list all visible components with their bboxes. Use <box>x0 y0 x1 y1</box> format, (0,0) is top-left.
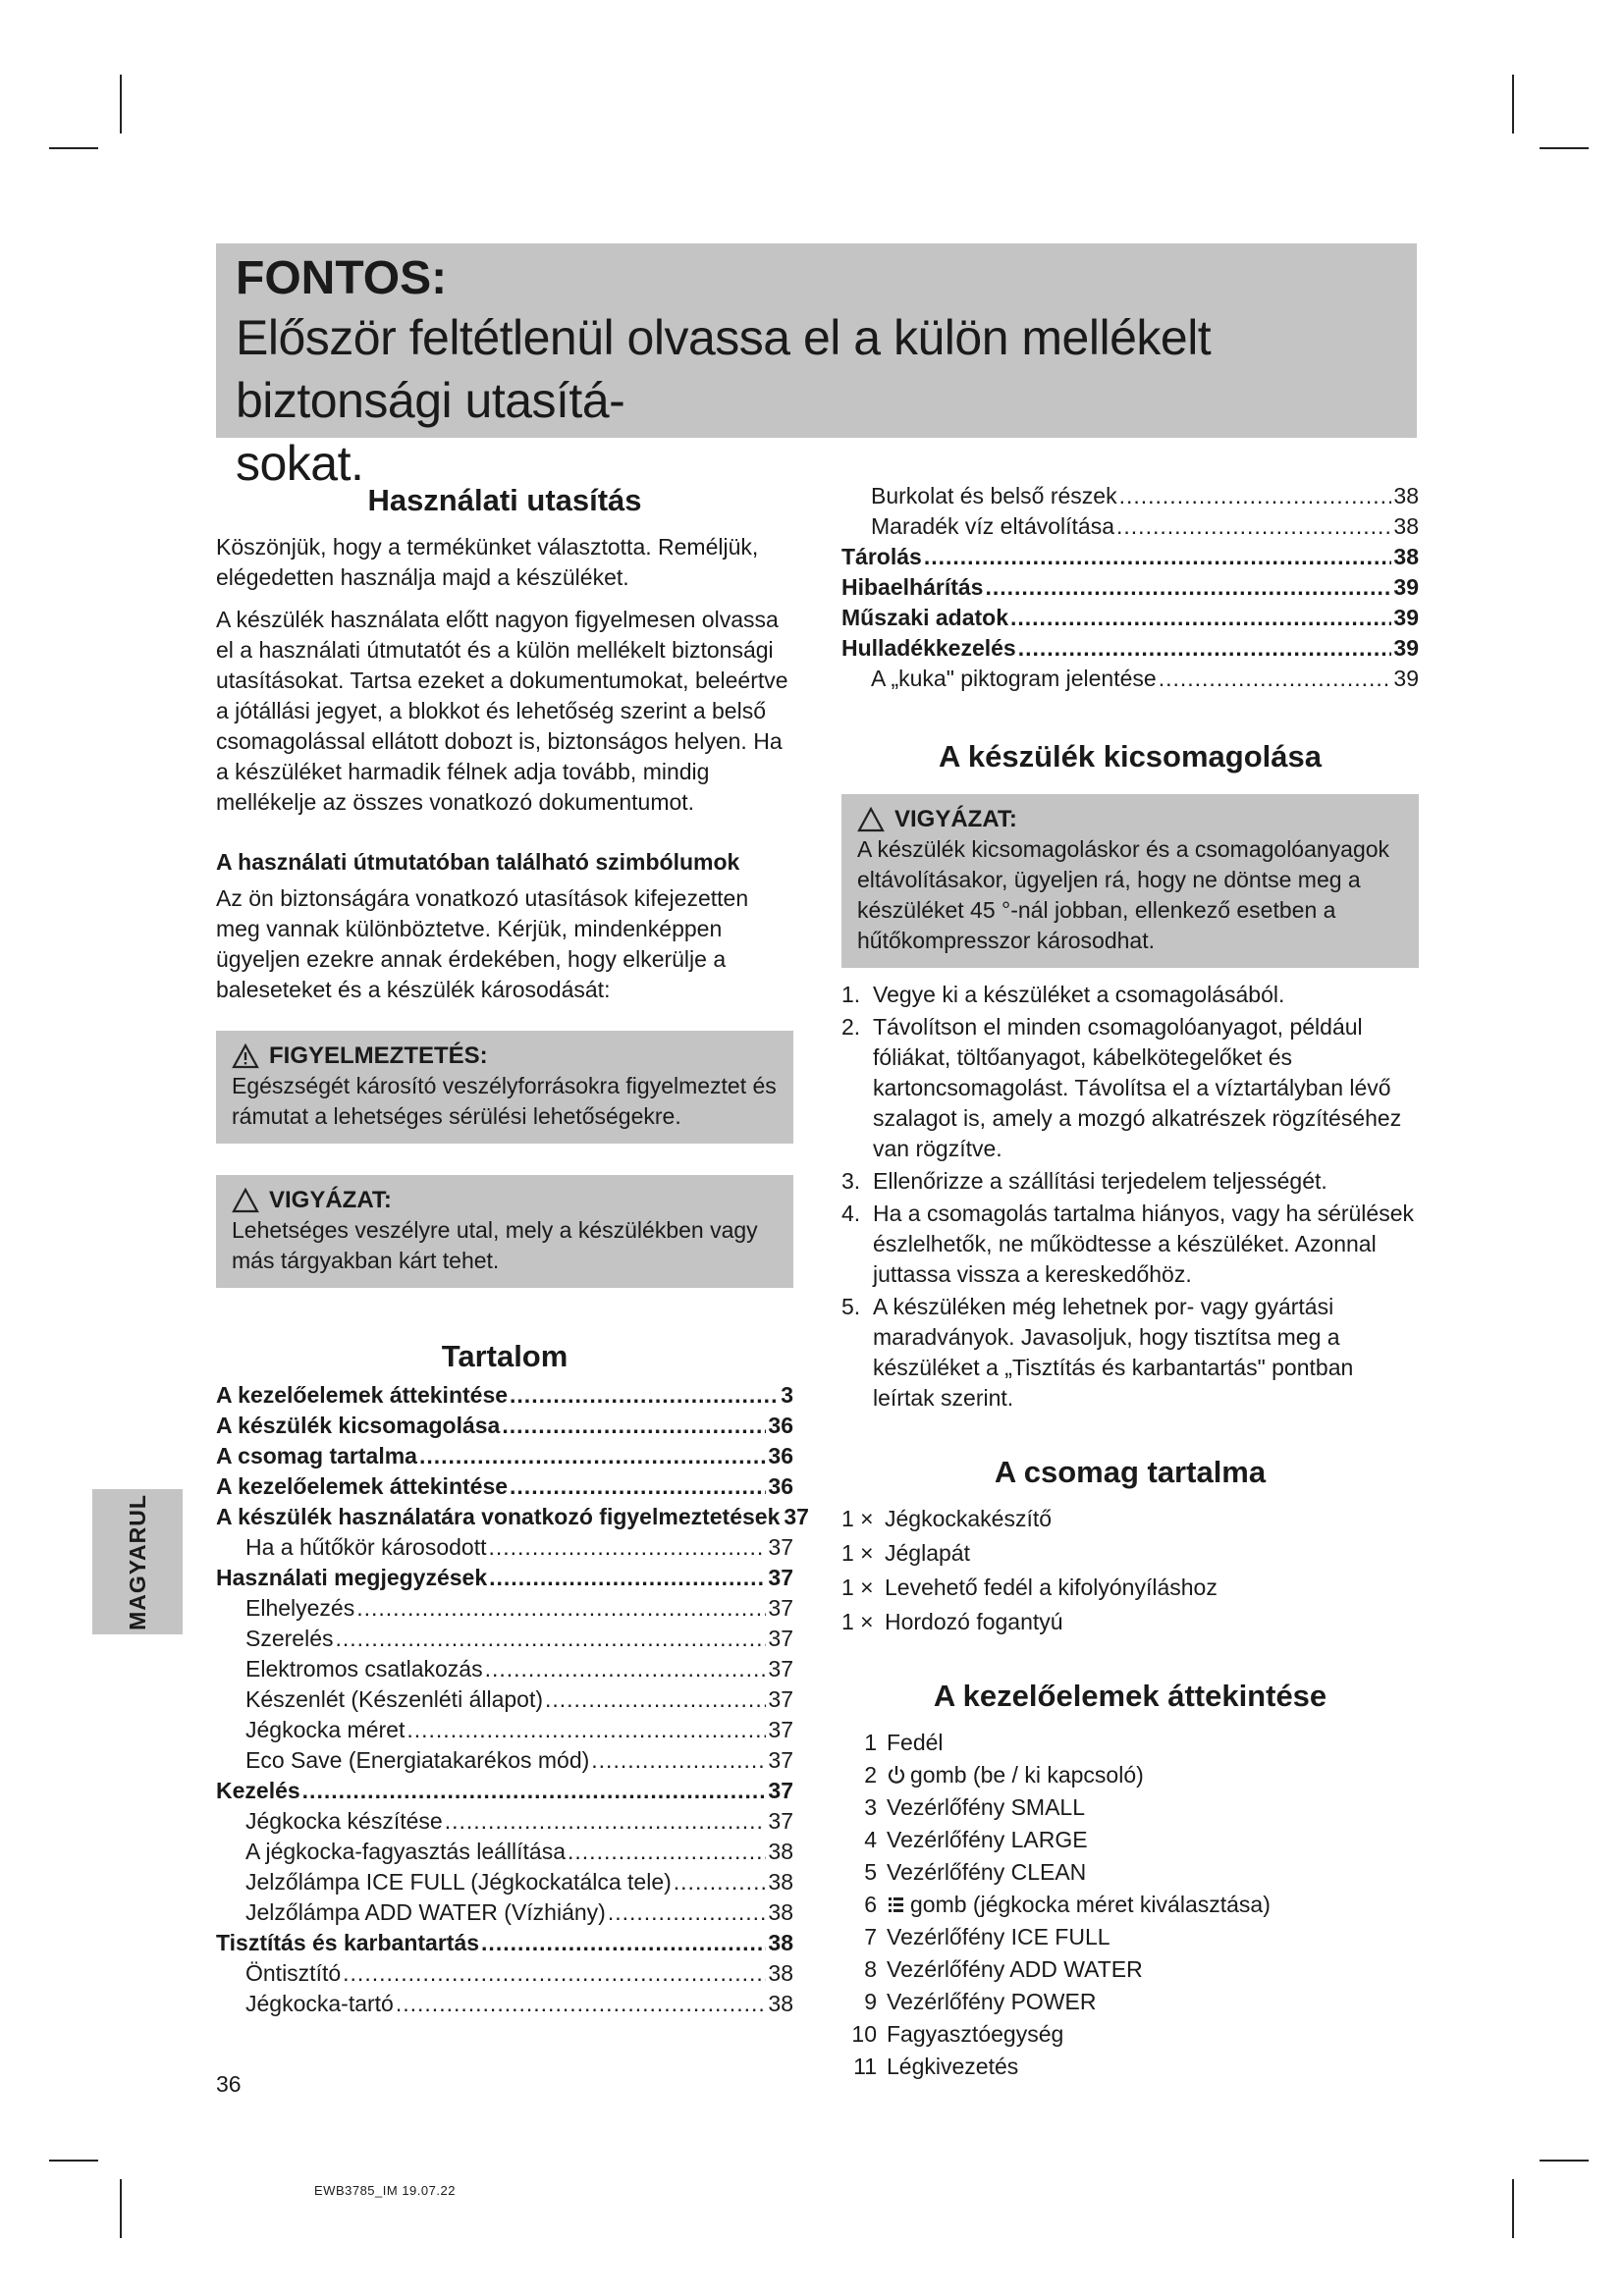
footer-code: EWB3785_IM 19.07.22 <box>314 2183 456 2198</box>
toc-entry[interactable]: Hulladékkezelés ..... 39 <box>841 633 1419 664</box>
toc-entry[interactable]: Elektromos csatlakozás ..... 37 <box>216 1654 793 1684</box>
toc-entry[interactable]: A csomag tartalma ..... 36 <box>216 1441 793 1471</box>
toc-entry[interactable]: Maradék víz eltávolítása ..... 38 <box>841 511 1419 542</box>
caution-triangle-icon <box>232 1188 259 1213</box>
controls-list <box>841 1728 1419 2082</box>
list-item: 7 Vezérlőfény ICE FULL <box>864 1924 1110 1949</box>
unpack-caution-title: VIGYÁZAT: <box>894 806 1017 832</box>
caution-title: VIGYÁZAT: <box>269 1187 392 1213</box>
banner-line-1: Először feltétlenül olvassa el a külön mellékelt biztonsági utasítá- <box>236 310 1212 428</box>
list-item: 4 Vezérlőfény LARGE <box>864 1827 1088 1852</box>
unpack-heading: A készülék kicsomagolása <box>939 739 1322 774</box>
controls-heading: A kezelőelemek áttekintése <box>933 1679 1327 1713</box>
ice-size-icon <box>887 1895 906 1916</box>
list-item: 1 × Hordozó fogantyú <box>841 1609 1063 1634</box>
reading-paragraph: A készülék használata előtt nagyon figyelmesen olvassa el a használati útmutatót és a külön mellékelt biztonsági utasításokat. Tartsa ezeket a dokumentumokat, beleértve a jótállási jegyet, a blokkot és lehetőség szerint a belső csomagolással ellátott dobozt is, biztonságos helyen. Ha a készüléket harmadik félnek adja tovább, mindig mellékelje az összes vonatkozó dokumentumot. <box>216 607 788 815</box>
toc-entry[interactable]: A jégkocka-fagyasztás leállítása ..... 38 <box>216 1837 793 1867</box>
crop-mark <box>120 2179 122 2238</box>
toc-entry[interactable]: A „kuka" piktogram jelentése ..... 39 <box>841 664 1419 694</box>
toc-entry[interactable]: Jelzőlámpa ADD WATER (Vízhiány) ..... 38 <box>216 1897 793 1928</box>
list-item: 6 gomb (jégkocka méret kiválasztása) <box>864 1892 1271 1917</box>
warning-title: FIGYELMEZTETÉS: <box>269 1042 488 1069</box>
list-item: 5. A készüléken még lehetnek por- vagy gyártási maradványok. Javasoljuk, hogy tisztítsa meg a készüléket a „Tisztítás és karbantartás" pontban leírtak szerint. <box>841 1294 1354 1411</box>
unpack-caution-box <box>841 794 1419 968</box>
toc-entry[interactable]: A készülék kicsomagolása ..... 36 <box>216 1411 793 1441</box>
banner-title: FONTOS: <box>236 252 448 304</box>
toc-entry[interactable]: Elhelyezés ..... 37 <box>216 1593 793 1624</box>
crop-mark <box>120 75 122 133</box>
toc-entry[interactable]: Készenlét (Készenléti állapot) ..... 37 <box>216 1684 793 1715</box>
toc-list-continued <box>841 481 1419 694</box>
crop-mark <box>49 147 98 149</box>
right-column <box>841 481 1419 2084</box>
list-item: 10 Fagyasztóegység <box>851 2021 1064 2047</box>
toc-entry[interactable]: A kezelőelemek áttekintése ..... 36 <box>216 1471 793 1502</box>
symbols-paragraph: Az ön biztonságára vonatkozó utasítások kifejezetten meg vannak különböztetve. Kérjük, mindenképpen ügyeljen ezekre annak érdekében, hogy elkerülje a baleseteket és a készülék károsodását: <box>216 885 749 1002</box>
toc-entry[interactable]: Műszaki adatok ..... 39 <box>841 603 1419 633</box>
toc-entry[interactable]: Öntisztító ..... 38 <box>216 1958 793 1989</box>
list-item: 4. Ha a csomagolás tartalma hiányos, vagy ha sérülések észlelhetők, ne működtesse a készüléket. Azonnal juttassa vissza a kereskedőhöz. <box>841 1201 1415 1287</box>
list-item: 5 Vezérlőfény CLEAN <box>864 1859 1087 1885</box>
caution-triangle-icon <box>857 807 885 832</box>
caution-box <box>216 1175 793 1288</box>
list-item: 1 × Levehető fedél a kifolyónyíláshoz <box>841 1575 1218 1600</box>
toc-entry[interactable]: Szerelés ..... 37 <box>216 1624 793 1654</box>
list-item: 2. Távolítson el minden csomagolóanyagot, például fóliákat, töltőanyagot, kábelkötegelőket és kartoncsomagolást. Távolítsa el a víztartályban lévő szalagot is, amely a mozgó alkatrészek rögzítéséhez van rögzítve. <box>841 1014 1402 1161</box>
toc-list <box>216 1380 809 2019</box>
package-list <box>841 1504 1419 1637</box>
warning-box <box>216 1031 793 1144</box>
language-tab-label: MAGYARUL <box>124 1493 150 1630</box>
intro-paragraph: Köszönjük, hogy a termékünket választotta. Reméljük, elégedetten használja majd a készüléket. <box>216 534 759 590</box>
toc-entry[interactable]: A készülék használatára vonatkozó figyelmeztetések 37 <box>216 1504 809 1529</box>
warning-heading <box>232 1041 778 1071</box>
important-banner <box>216 243 1417 491</box>
list-item: 2 gomb (be / ki kapcsoló) <box>864 1762 1144 1788</box>
left-column <box>216 481 809 2019</box>
toc-entry[interactable]: Jelzőlámpa ICE FULL (Jégkockatálca tele) ..... 38 <box>216 1867 793 1897</box>
toc-entry[interactable]: Kezelés ..... 37 <box>216 1776 793 1806</box>
crop-mark <box>1540 147 1589 149</box>
power-icon <box>887 1765 906 1787</box>
toc-entry[interactable]: Jégkocka méret ..... 37 <box>216 1715 793 1745</box>
toc-entry[interactable]: Tisztítás és karbantartás ..... 38 <box>216 1928 793 1958</box>
unpack-caution-heading <box>857 804 1403 834</box>
crop-mark <box>1512 75 1514 133</box>
list-item: 11 Légkivezetés <box>853 2054 1019 2079</box>
banner-line-2: sokat. <box>236 436 364 491</box>
list-item: 3 Vezérlőfény SMALL <box>864 1794 1086 1820</box>
toc-heading: Tartalom <box>441 1339 568 1373</box>
crop-mark <box>1540 2160 1589 2162</box>
toc-entry[interactable]: A kezelőelemek áttekintése ..... 3 <box>216 1380 793 1411</box>
toc-entry[interactable]: Jégkocka készítése ..... 37 <box>216 1806 793 1837</box>
package-heading: A csomag tartalma <box>994 1455 1267 1489</box>
warning-text: Egészségét károsító veszélyforrásokra figyelmeztet és rámutat a lehetséges sérülési lehetőségekre. <box>232 1073 777 1129</box>
toc-entry[interactable]: Ha a hűtőkör károsodott ..... 37 <box>216 1532 793 1563</box>
page-number: 36 <box>216 2071 242 2097</box>
toc-entry[interactable]: Eco Save (Energiatakarékos mód) ..... 37 <box>216 1745 793 1776</box>
toc-entry[interactable]: Használati megjegyzések ..... 37 <box>216 1563 793 1593</box>
crop-mark <box>49 2160 98 2162</box>
list-item: 1 Fedél <box>864 1730 944 1755</box>
warning-triangle-icon <box>232 1043 259 1069</box>
list-item: 3. Ellenőrizze a szállítási terjedelem teljességét. <box>841 1168 1327 1194</box>
unpack-caution-text: A készülék kicsomagoláskor és a csomagolóanyagok eltávolításakor, ügyeljen rá, hogy ne döntse meg a készüléket 45 °-nál jobban, ellenkező esetben a hűtőkompresszor károsodhat. <box>857 836 1390 953</box>
toc-entry[interactable]: Burkolat és belső részek ..... 38 <box>841 481 1419 511</box>
list-item: 1 × Jégkockakészítő <box>841 1506 1053 1531</box>
list-item: 1 × Jéglapát <box>841 1540 970 1566</box>
list-item: 8 Vezérlőfény ADD WATER <box>864 1956 1143 1982</box>
toc-entry[interactable]: Jégkocka-tartó ..... 38 <box>216 1989 793 2019</box>
manual-heading: Használati utasítás <box>367 483 642 517</box>
symbols-heading: A használati útmutatóban található szimbólumok <box>216 849 740 875</box>
language-tab <box>92 1489 183 1634</box>
caution-heading <box>232 1185 778 1215</box>
unpack-steps <box>841 980 1419 1414</box>
list-item: 1. Vegye ki a készüléket a csomagolásából. <box>841 982 1285 1007</box>
caution-text: Lehetséges veszélyre utal, mely a készülékben vagy más tárgyakban kárt tehet. <box>232 1217 758 1273</box>
crop-mark <box>1512 2179 1514 2238</box>
toc-entry[interactable]: Tárolás ..... 38 <box>841 542 1419 572</box>
toc-entry[interactable]: Hibaelhárítás ..... 39 <box>841 572 1419 603</box>
list-item: 9 Vezérlőfény POWER <box>864 1989 1097 2014</box>
